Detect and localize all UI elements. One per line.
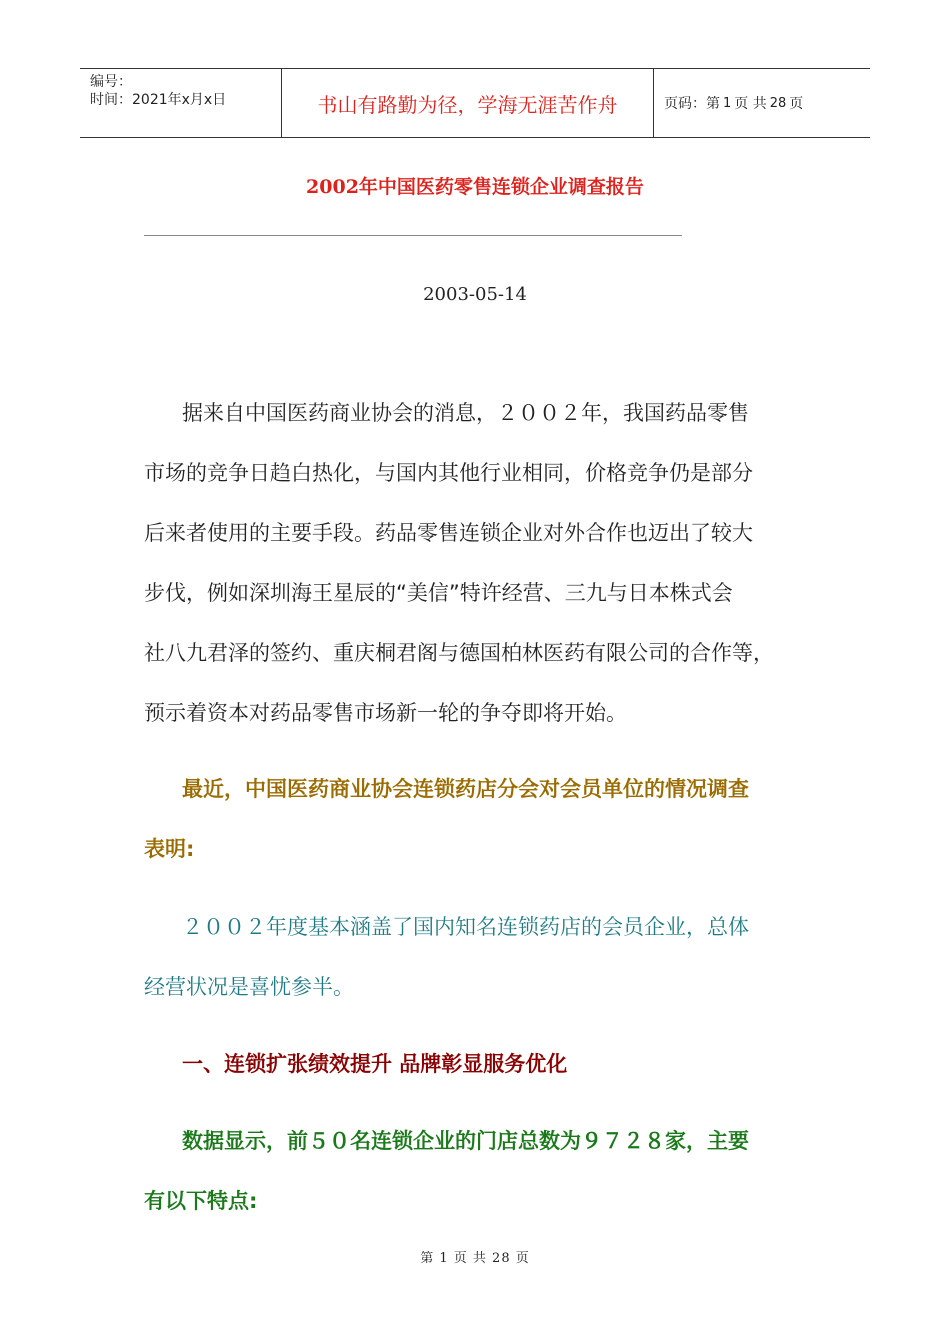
document-date: 2003-05-14 [423,284,527,305]
section-heading [144,1034,804,1094]
paragraph-line: 步伐，例如深圳海王星辰的“美信”特许经营、三九与日本株式会 [144,581,733,605]
page-mid: 页 共 [734,96,767,112]
paragraph-line: 社八九君泽的签约、重庆桐君阁与德国柏林医药有限公司的合作等， [144,641,774,665]
section-heading-text: 一、连锁扩张绩效提升 品牌彰显服务优化 [182,1052,568,1076]
paragraph-line: 表明: [144,837,195,861]
header-table [80,68,870,138]
paragraph-intro [144,383,804,743]
page-suffix: 页 [789,96,804,112]
page-footer: 第 1 页 共 28 页 [420,1251,530,1266]
title-divider [144,235,682,236]
document-time: 时间：2021年x月x日 [90,92,227,108]
paragraph-survey [144,759,804,879]
paragraph-line: 经营状况是喜忧参半。 [144,975,354,999]
page-current: 1 [723,95,732,111]
header-motto-cell [282,69,654,137]
paragraph-line: 数据显示，前５０名连锁企业的门店总数为９７２８家，主要 [182,1129,749,1153]
paragraph-overview [144,897,804,1017]
paragraph-line: 市场的竞争日趋白热化，与国内其他行业相同，价格竞争仍是部分 [144,461,753,485]
paragraph-data [144,1111,804,1231]
header-motto: 书山有路勤为径，学海无涯苦作舟 [317,92,618,117]
header-page-cell [654,69,870,137]
document-number-label: 编号： [90,74,132,90]
page-total: 28 [769,95,787,111]
document-title: 2002年中国医药零售连锁企业调查报告 [306,176,644,198]
paragraph-line: 有以下特点: [144,1189,258,1213]
page-prefix: 页码：第 [664,96,720,112]
paragraph-line: ２００２年度基本涵盖了国内知名连锁药店的会员企业，总体 [182,915,749,939]
paragraph-line: 最近，中国医药商业协会连锁药店分会对会员单位的情况调查 [182,777,749,801]
paragraph-line: 后来者使用的主要手段。药品零售连锁企业对外合作也迈出了较大 [144,521,753,545]
paragraph-line: 预示着资本对药品零售市场新一轮的争夺即将开始。 [144,701,627,725]
paragraph-line: 据来自中国医药商业协会的消息，２００２年，我国药品零售 [182,401,749,425]
header-meta-cell [80,69,282,137]
